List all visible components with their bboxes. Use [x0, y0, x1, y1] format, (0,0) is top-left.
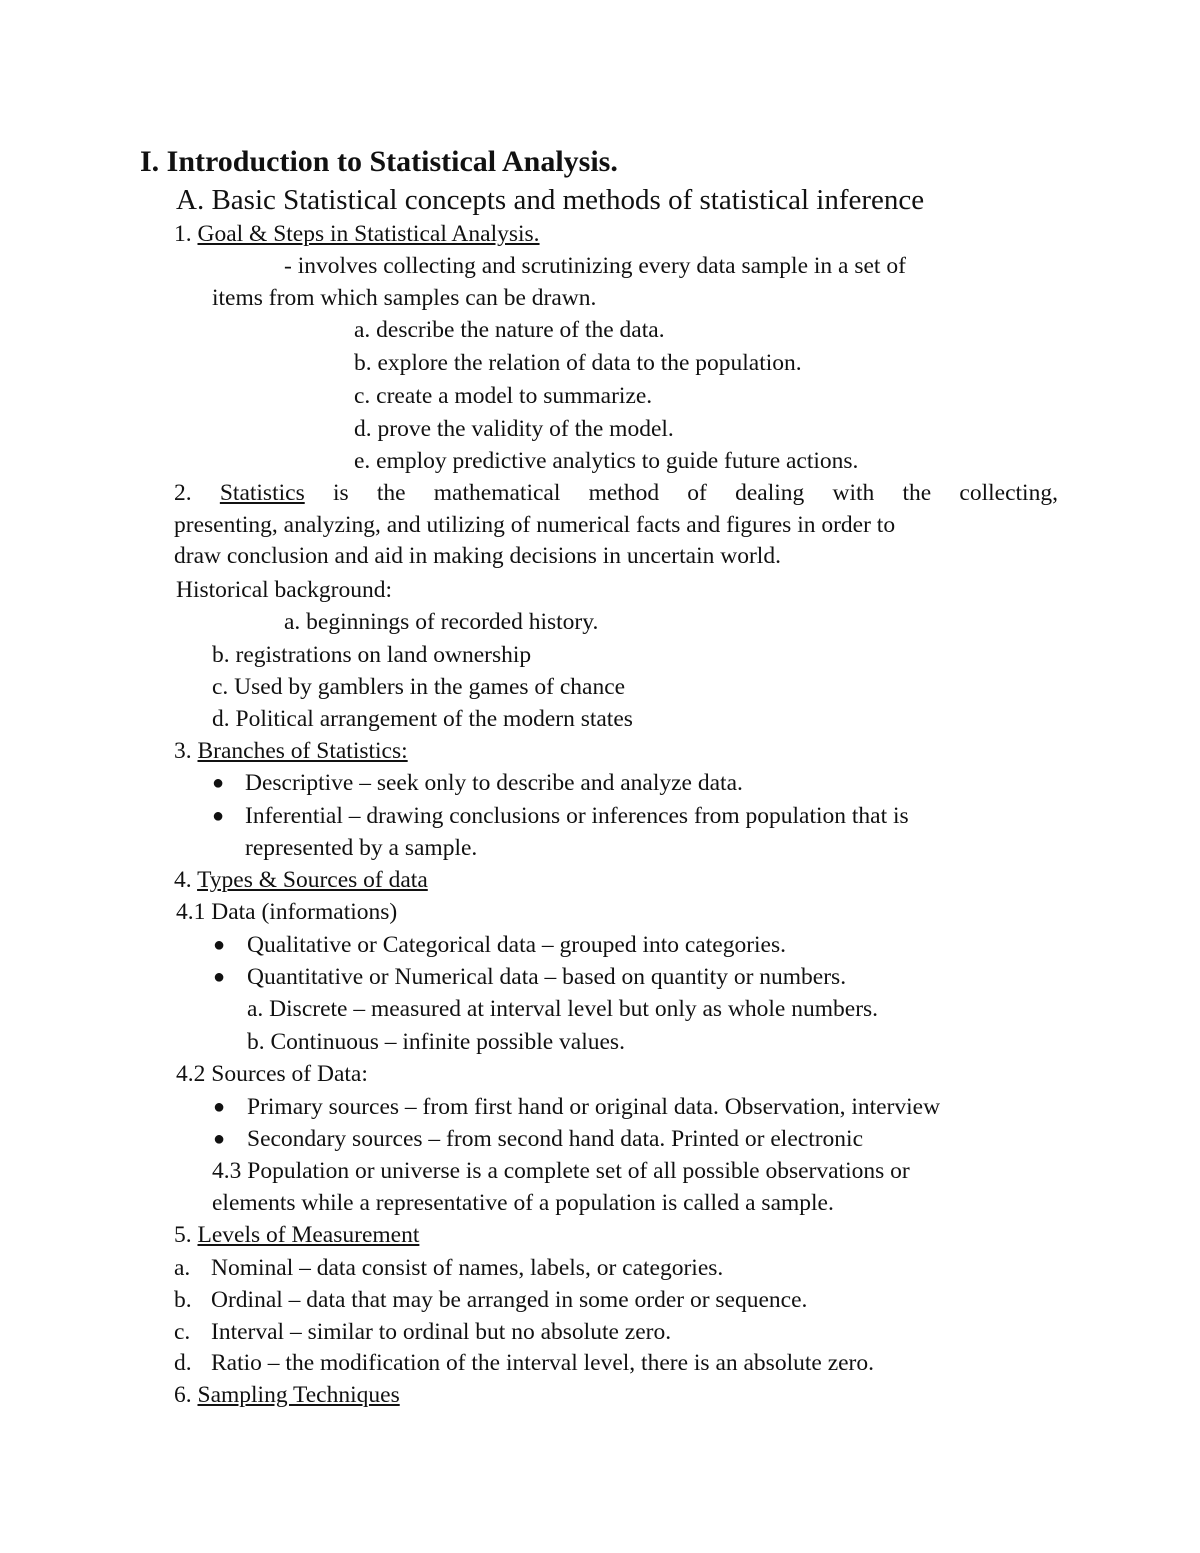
section-5-title: Levels of Measurement: [197, 1222, 420, 1248]
section-6-heading: [174, 1380, 400, 1410]
step-item: a. describe the nature of the data.: [354, 317, 665, 343]
bullet-item: Quantitative or Numerical data – based on quantity or numbers.: [247, 964, 847, 990]
level-item: Ordinal – data that may be arranged in some order or sequence.: [211, 1287, 808, 1313]
section-4-title: Types & Sources of data: [197, 867, 428, 893]
word: with: [832, 480, 875, 506]
word: is: [332, 480, 349, 506]
section-1-title: Goal & Steps in Statistical Analysis.: [197, 221, 540, 247]
section-1-text-line-1: - involves collecting and scrutinizing every data sample in a set of: [284, 253, 906, 279]
section-6-number: 6.: [174, 1382, 198, 1408]
section-2-line-2: presenting, analyzing, and utilizing of numerical facts and figures in order to: [174, 512, 896, 538]
word: of: [687, 480, 707, 506]
bullet-item: Secondary sources – from second hand data. Printed or electronic: [247, 1126, 864, 1152]
bullet-dot: ●: [213, 934, 226, 956]
section-2-line-1: [174, 478, 1058, 508]
section-4-heading: [174, 865, 428, 895]
section-3-number: 3.: [174, 738, 198, 764]
level-item: Ratio – the modification of the interval level, there is an absolute zero.: [211, 1350, 875, 1376]
data-type-item: a. Discrete – measured at interval level but only as whole numbers.: [247, 996, 879, 1022]
subsection-4-3-line-1: 4.3 Population or universe is a complete set of all possible observations or: [212, 1158, 910, 1184]
subsection-4-1: 4.1 Data (informations): [176, 899, 398, 925]
word: collecting,: [959, 480, 1058, 506]
section-5-heading: [174, 1220, 419, 1250]
word: mathematical: [433, 480, 561, 506]
bullet-item: Primary sources – from first hand or original data. Observation, interview: [247, 1094, 941, 1120]
section-2-line-3: draw conclusion and aid in making decisions in uncertain world.: [174, 543, 781, 569]
step-item: c. create a model to summarize.: [354, 383, 653, 409]
level-letter: a.: [174, 1255, 191, 1281]
bullet-item-continuation: represented by a sample.: [245, 835, 478, 861]
subsection-4-2: 4.2 Sources of Data:: [176, 1061, 368, 1087]
bullet-dot: ●: [212, 772, 225, 794]
step-item: b. explore the relation of data to the population.: [354, 350, 802, 376]
level-letter: d.: [174, 1350, 192, 1376]
section-1-heading: [174, 219, 540, 249]
history-item: a. beginnings of recorded history.: [284, 609, 599, 635]
history-item: c. Used by gamblers in the games of chance: [212, 674, 626, 700]
section-a-heading: A. Basic Statistical concepts and methods of statistical inference: [176, 184, 925, 216]
subsection-4-3-line-2: elements while a representative of a population is called a sample.: [212, 1190, 834, 1216]
page-title: I. Introduction to Statistical Analysis.: [140, 145, 618, 178]
section-4-number: 4.: [174, 867, 198, 893]
level-letter: c.: [174, 1319, 191, 1345]
word: dealing: [735, 480, 805, 506]
level-item: Nominal – data consist of names, labels, or categories.: [211, 1255, 724, 1281]
bullet-item: Qualitative or Categorical data – grouped into categories.: [247, 932, 786, 958]
bullet-item: Descriptive – seek only to describe and analyze data.: [245, 770, 743, 796]
section-6-title: Sampling Techniques: [197, 1382, 400, 1408]
step-item: d. prove the validity of the model.: [354, 416, 674, 442]
section-1-number: 1.: [174, 221, 198, 247]
section-3-heading: [174, 736, 408, 766]
bullet-item: Inferential – drawing conclusions or inferences from population that is: [245, 803, 909, 829]
bullet-dot: ●: [213, 1128, 226, 1150]
level-letter: b.: [174, 1287, 192, 1313]
section-1-text-line-2: items from which samples can be drawn.: [212, 285, 597, 311]
bullet-dot: ●: [213, 1096, 226, 1118]
level-item: Interval – similar to ordinal but no absolute zero.: [211, 1319, 672, 1345]
section-2-number: 2.: [174, 480, 192, 506]
bullet-dot: ●: [212, 805, 225, 827]
data-type-item: b. Continuous – infinite possible values.: [247, 1029, 625, 1055]
step-item: e. employ predictive analytics to guide future actions.: [354, 448, 859, 474]
statistics-term: Statistics: [219, 480, 305, 506]
word: the: [902, 480, 932, 506]
history-item: d. Political arrangement of the modern states: [212, 706, 633, 732]
historical-background-label: Historical background:: [176, 577, 393, 603]
section-5-number: 5.: [174, 1222, 198, 1248]
bullet-dot: ●: [213, 966, 226, 988]
word: method: [588, 480, 660, 506]
word: the: [376, 480, 406, 506]
section-3-title: Branches of Statistics:: [197, 738, 408, 764]
history-item: b. registrations on land ownership: [212, 642, 532, 668]
